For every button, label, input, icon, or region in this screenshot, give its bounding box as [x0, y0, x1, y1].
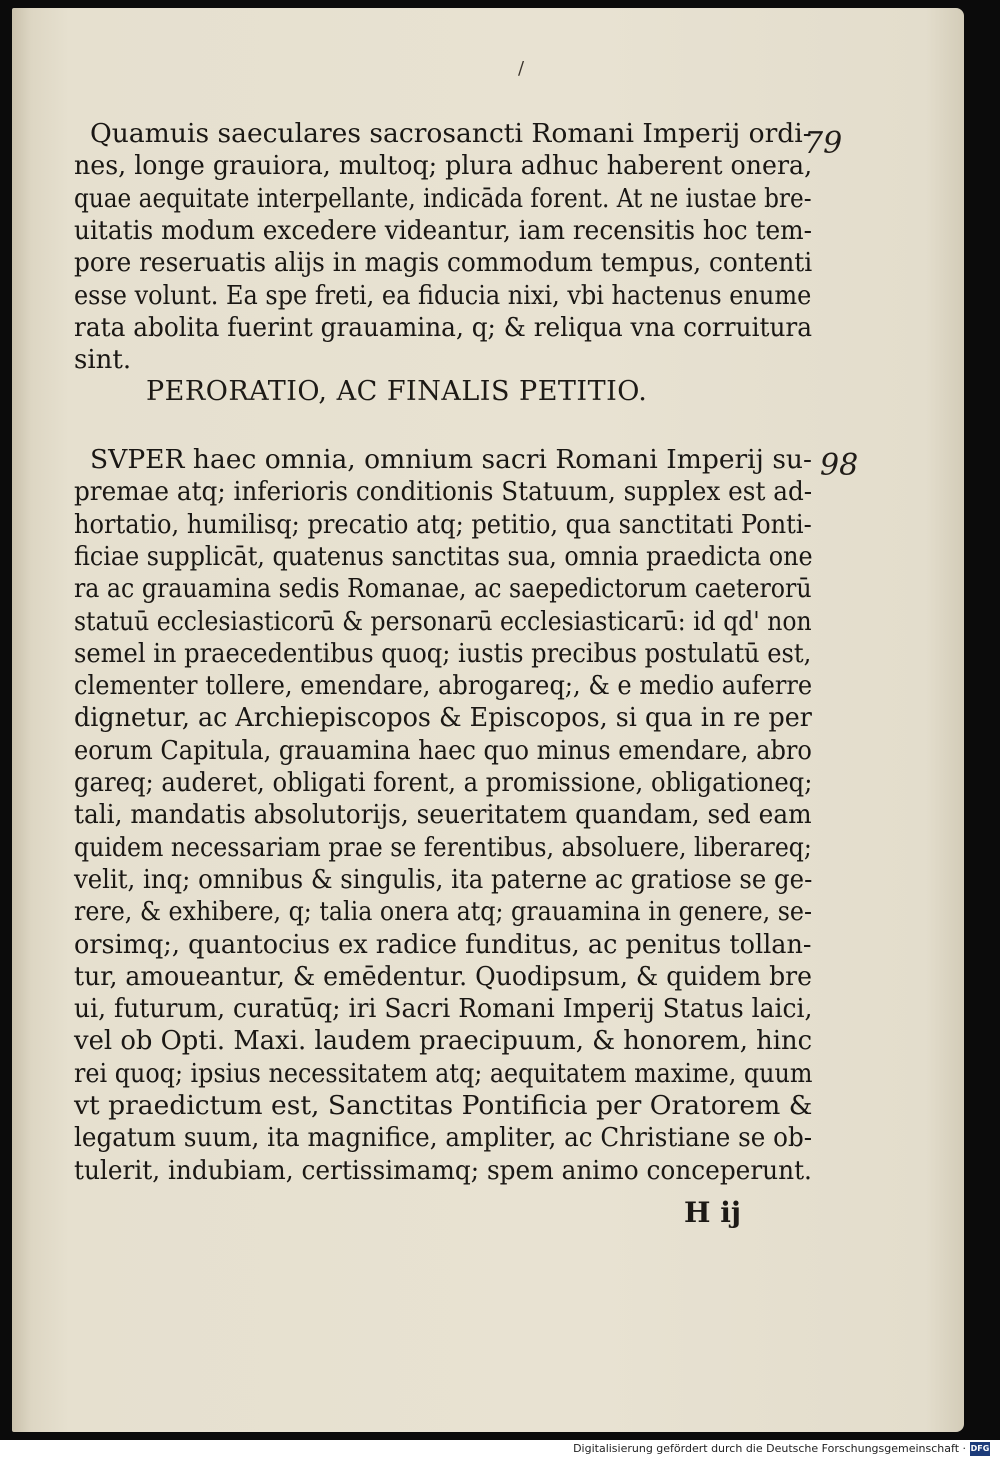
text-line: rei quoq; ipsius necessitatem atq; aequitatem maxime, quum — [74, 1058, 813, 1089]
text-line: legatum suum, ita magnifice, ampliter, ac Christiane se ob- — [74, 1123, 813, 1154]
text-line: semel in praecedentibus quoq; iustis precibus postulatū est, — [74, 638, 812, 669]
text-line: tulerit, indubiam, certissimamq; spem animo conceperunt. — [74, 1155, 812, 1186]
text-line: sint. — [74, 345, 132, 376]
text-line: tali, mandatis absolutorijs, seueritatem quandam, sed eam — [74, 800, 812, 831]
text-line: dignetur, ac Archiepiscopos & Episcopos, si qua in re per — [74, 703, 812, 734]
section-heading: PERORATIO, AC FINALIS PETITIO. — [146, 376, 648, 407]
text-line: rata abolita fuerint grauamina, q; & reliqua vna corruitura — [74, 312, 813, 343]
text-line: statuū ecclesiasticorū & personarū ecclesiasticarū: id qd' non — [74, 606, 812, 637]
text-line: eorum Capitula, grauamina haec quo minus emendare, abro — [74, 735, 812, 766]
dfg-logo-icon: DFG — [970, 1442, 990, 1456]
book-page — [12, 8, 964, 1432]
signature-mark: H ij — [684, 1196, 741, 1229]
text-line: quidem necessariam prae se ferentibus, absoluere, liberareq; — [74, 832, 812, 863]
tick-mark: / — [518, 58, 525, 79]
text-line: vt praedictum est, Sanctitas Pontificia per Oratorem & — [74, 1091, 813, 1121]
text-line: rere, & exhibere, q; talia onera atq; grauamina in genere, se- — [74, 897, 812, 928]
text-line: uitatis modum excedere videantur, iam recensitis hoc tem- — [74, 215, 813, 246]
text-line: esse volunt. Ea spe freti, ea fiducia nixi, vbi hactenus enume — [74, 280, 812, 311]
text-line: hortatio, humilisq; precatio atq; petitio, qua sanctitati Ponti- — [74, 509, 812, 540]
text-line: premae atq; inferioris conditionis Statuum, supplex est ad- — [74, 477, 813, 508]
text-line: ficiae supplicāt, quatenus sanctitas sua, omnia praedicta one — [74, 541, 813, 572]
text-line: tur, amoueantur, & emēdentur. Quodipsum, & quidem bre — [74, 961, 813, 992]
margin-number-1: 79 — [804, 126, 843, 161]
digitization-credit: Digitalisierung gefördert durch die Deutsche Forschungsgemeinschaft · — [573, 1442, 966, 1455]
text-line: ra ac grauamina sedis Romanae, ac saepedictorum caeterorū — [74, 574, 812, 605]
text-line: quae aequitate interpellante, indicāda forent. At ne iustae bre- — [74, 183, 812, 214]
margin-number-2: 98 — [820, 448, 859, 483]
text-line: orsimq;, quantocius ex radice funditus, ac penitus tollan- — [74, 929, 812, 960]
text-line: vel ob Opti. Maxi. laudem praecipuum, & honorem, hinc — [74, 1026, 813, 1057]
text-line: velit, inq; omnibus & singulis, ita paterne ac gratiose se ge- — [74, 864, 813, 895]
text-line: clementer tollere, emendare, abrogareq;, & e medio auferre — [74, 671, 813, 702]
text-line: Quamuis saeculares sacrosancti Romani Imperij ordi- — [90, 119, 812, 149]
text-line: gareq; auderet, obligati forent, a promissione, obligationeq; — [74, 768, 813, 798]
text-line: nes, longe grauiora, multoq; plura adhuc haberent onera, — [74, 151, 813, 182]
text-line: pore reseruatis alijs in magis commodum tempus, contenti — [74, 248, 813, 279]
text-line: ui, futurum, curatūq; iri Sacri Romani Imperij Status laici, — [74, 994, 813, 1025]
text-line: SVPER haec omnia, omnium sacri Romani Imperij su- — [90, 445, 812, 475]
